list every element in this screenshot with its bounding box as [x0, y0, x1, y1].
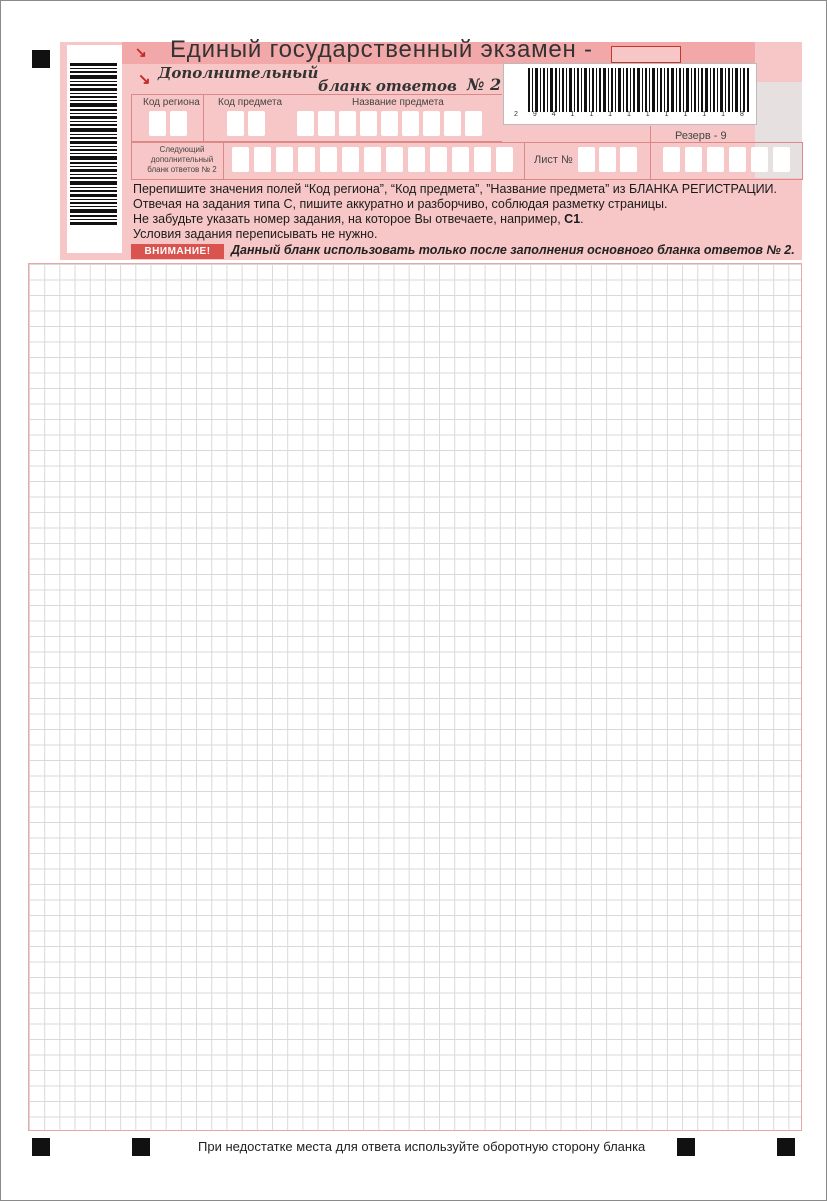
barcode-digit: 1	[683, 111, 688, 118]
subject-name-cell[interactable]	[381, 111, 398, 136]
barcode-digit: 2	[514, 111, 518, 118]
warning-badge: ВНИМАНИЕ!	[131, 244, 224, 259]
region-code-cell[interactable]	[149, 111, 166, 136]
subject-name-cell[interactable]	[465, 111, 482, 136]
barcode-digit: 1	[589, 111, 594, 118]
barcode-digit: 1	[721, 111, 726, 118]
next-sheet-cell[interactable]	[342, 147, 359, 172]
reserve-cell[interactable]	[729, 147, 746, 172]
instruction-line-3	[133, 212, 584, 226]
sheet-number-cell[interactable]	[620, 147, 637, 172]
subject-name-cell[interactable]	[402, 111, 419, 136]
answer-grid[interactable]	[28, 263, 802, 1131]
next-sheet-cell[interactable]	[452, 147, 469, 172]
fields-divider	[650, 126, 651, 180]
next-sheet-cell[interactable]	[364, 147, 381, 172]
reserve-label: Резерв - 9	[675, 130, 727, 142]
horizontal-barcode	[528, 68, 750, 112]
exam-subject-box[interactable]	[611, 46, 681, 63]
arrow-icon: ↘	[135, 44, 147, 60]
subject-name-label: Название предмета	[352, 97, 444, 108]
registration-marker-bottom-left	[32, 1138, 50, 1156]
region-code-cell[interactable]	[170, 111, 187, 136]
fields-divider	[203, 94, 204, 142]
next-sheet-label: Следующий дополнительный бланк ответов № 2	[147, 145, 217, 174]
barcode-digit: 1	[626, 111, 631, 118]
registration-marker-bottom-center-right	[677, 1138, 695, 1156]
subject-name-cell[interactable]	[339, 111, 356, 136]
reserve-cell[interactable]	[707, 147, 724, 172]
next-sheet-cell[interactable]	[298, 147, 315, 172]
reserve-cell[interactable]	[773, 147, 790, 172]
arrow-icon: ↘	[138, 71, 151, 88]
subject-code-cell[interactable]	[227, 111, 244, 136]
reserve-cell[interactable]	[685, 147, 702, 172]
next-sheet-cell[interactable]	[276, 147, 293, 172]
vertical-barcode	[70, 63, 117, 228]
subject-name-cell[interactable]	[360, 111, 377, 136]
next-sheet-cell[interactable]	[474, 147, 491, 172]
instruction-line-2: Отвечая на задания типа С, пишите аккуратно и разборчиво, соблюдая разметку страницы.	[133, 197, 668, 211]
form-subtitle-number: № 2	[467, 75, 502, 94]
instruction-example: С1	[564, 212, 581, 226]
reserve-cell[interactable]	[663, 147, 680, 172]
warning-text: Данный бланк использовать только после заполнения основного бланка ответов № 2.	[231, 243, 795, 257]
instruction-line-3-text: Не забудьте указать номер задания, на которое Вы отвечаете, например,	[133, 212, 565, 226]
next-sheet-cell[interactable]	[232, 147, 249, 172]
registration-marker-bottom-center-left	[132, 1138, 150, 1156]
barcode-digit: 1	[645, 111, 650, 118]
region-code-label: Код региона	[143, 97, 200, 108]
subject-name-cell[interactable]	[423, 111, 440, 136]
next-sheet-cell[interactable]	[254, 147, 271, 172]
instruction-example-suffix: .	[580, 212, 584, 226]
form-subtitle-line2: бланк ответов	[318, 77, 457, 95]
registration-marker-top-left	[32, 50, 50, 68]
next-sheet-cell[interactable]	[430, 147, 447, 172]
barcode-digit: 8	[739, 111, 744, 118]
fields-divider	[524, 142, 525, 180]
instruction-line-4: Условия задания переписывать не нужно.	[133, 227, 378, 241]
sheet-number-cell[interactable]	[578, 147, 595, 172]
next-sheet-cell[interactable]	[386, 147, 403, 172]
footer-note: При недостатке места для ответа используйте оборотную сторону бланка	[198, 1139, 646, 1154]
fields-divider	[223, 142, 224, 180]
barcode-digit: 1	[702, 111, 707, 118]
barcode-digit: 4	[551, 111, 556, 118]
subject-name-cell[interactable]	[318, 111, 335, 136]
form-subtitle-line1: Дополнительный	[158, 64, 319, 82]
next-sheet-cell[interactable]	[408, 147, 425, 172]
barcode-digit: 1	[570, 111, 575, 118]
barcode-digits	[506, 111, 752, 121]
subject-code-label: Код предмета	[218, 97, 283, 108]
subject-name-cell[interactable]	[297, 111, 314, 136]
sheet-number-cell[interactable]	[599, 147, 616, 172]
sheet-number-label: Лист №	[534, 154, 573, 166]
registration-marker-bottom-right	[777, 1138, 795, 1156]
barcode-digit: 1	[608, 111, 613, 118]
subject-name-cell[interactable]	[444, 111, 461, 136]
barcode-digit: 1	[664, 111, 669, 118]
instruction-line-1: Перепишите значения полей “Код региона”, “Код предмета”, ”Название предмета” из БЛАНКА РЕГИСТРАЦИИ.	[133, 182, 778, 196]
barcode-digit: 9	[532, 111, 537, 118]
next-sheet-cell[interactable]	[320, 147, 337, 172]
reserve-cell[interactable]	[751, 147, 768, 172]
form-title: Единый государственный экзамен -	[170, 36, 593, 63]
next-sheet-cell[interactable]	[496, 147, 513, 172]
subject-code-cell[interactable]	[248, 111, 265, 136]
